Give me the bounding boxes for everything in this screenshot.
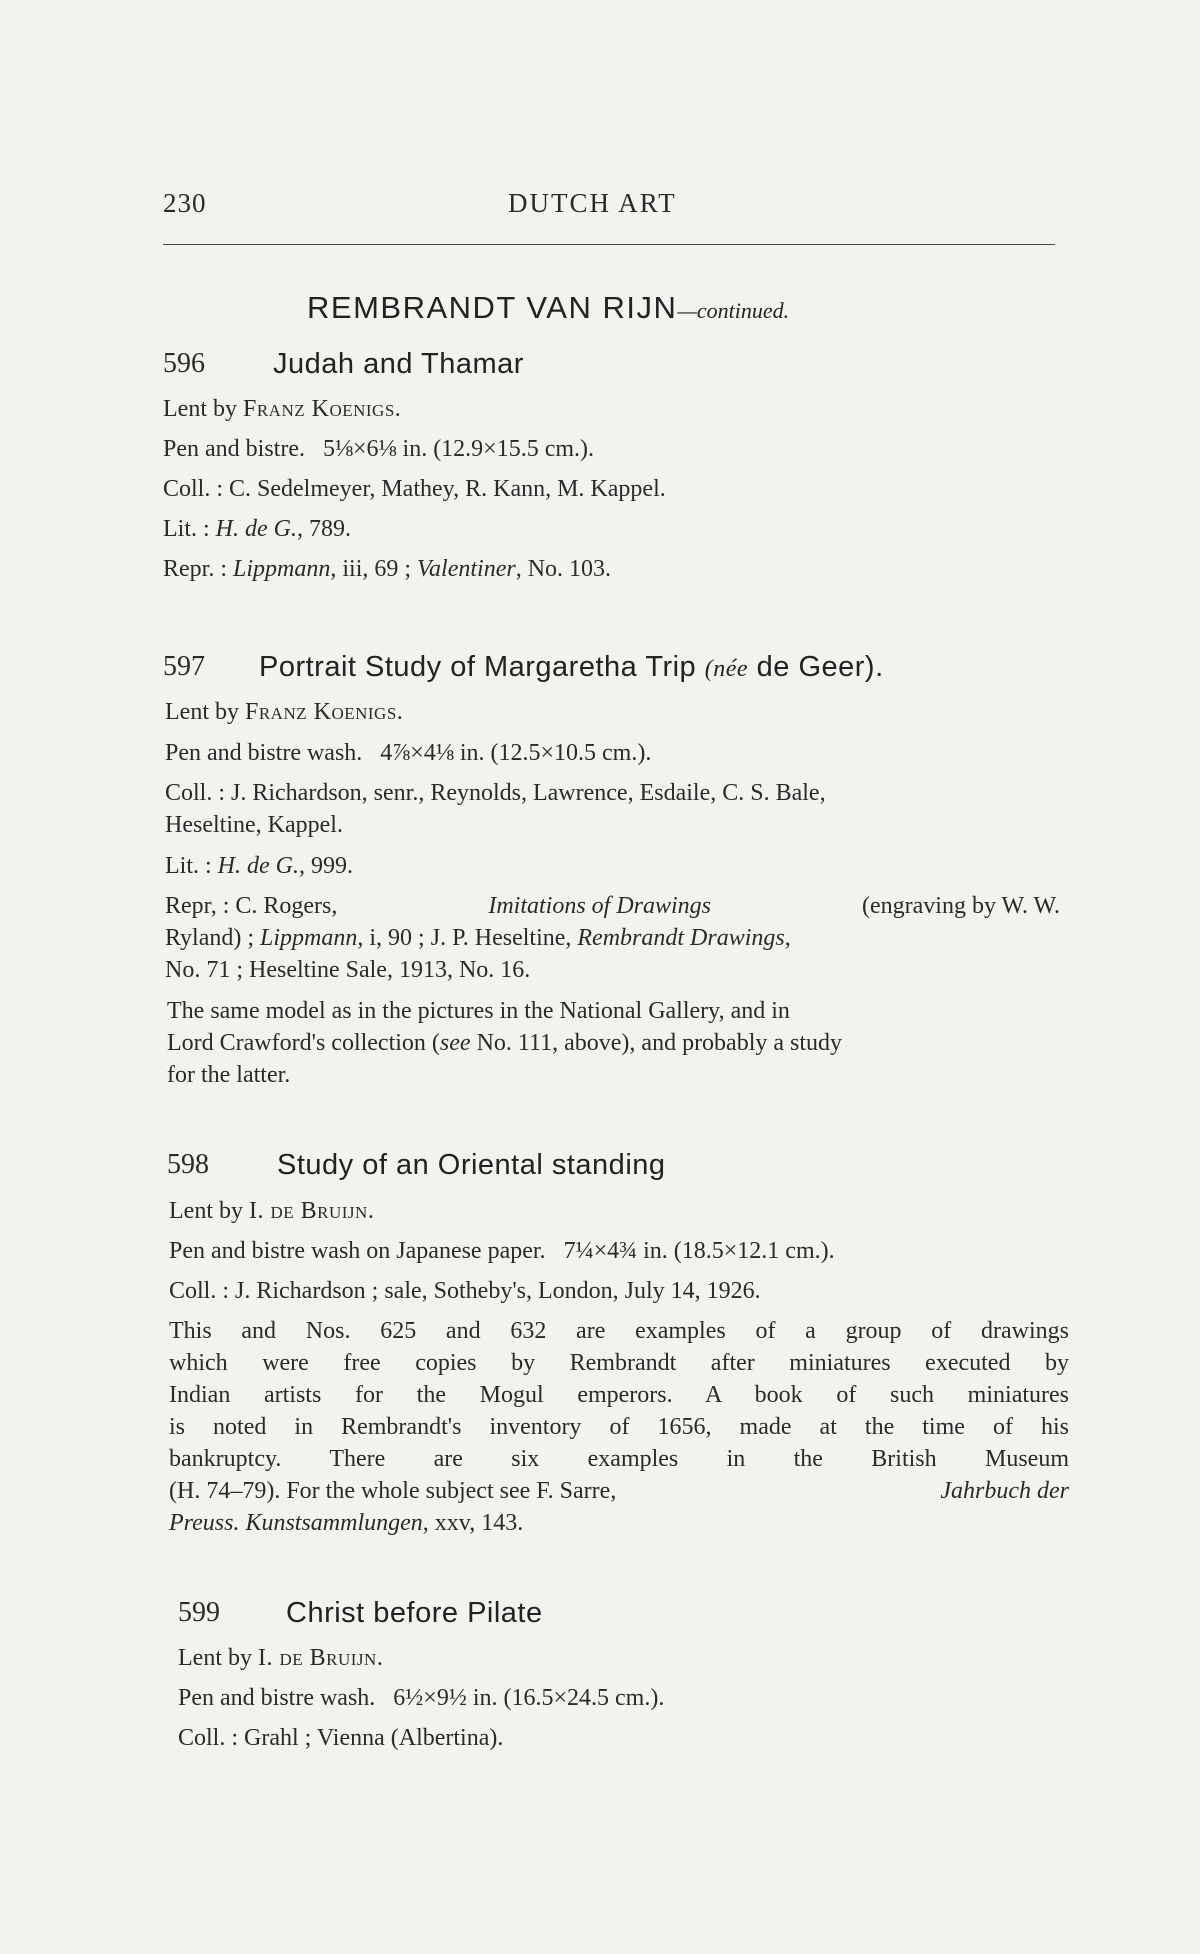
note-paragraph — [169, 1315, 1069, 1539]
reproduction-line: Repr. : Lippmann, iii, 69 ; Valentiner, No. 103. — [163, 556, 612, 582]
medium: Pen and bistre wash. — [165, 740, 363, 766]
dimensions: 4⅞×4⅛ in. (12.5×10.5 cm.). — [380, 740, 652, 766]
section-title — [307, 290, 1007, 326]
note-line: The same model as in the pictures in the National Gallery, and in — [167, 998, 790, 1024]
lender-line: Lent by I. de Bruijn. — [178, 1645, 384, 1671]
entry-number: 596 — [163, 348, 205, 379]
note-line: which were free copies by Rembrandt after miniatures executed by — [169, 1350, 1069, 1376]
header-rule — [163, 244, 1055, 245]
collection-line: Coll. : C. Sedelmeyer, Mathey, R. Kann, M. Kappel. — [163, 476, 666, 502]
dimensions: 7¼×4¾ in. (18.5×12.1 cm.). — [563, 1238, 835, 1264]
page-number: 230 — [163, 188, 207, 218]
collection-line: Coll. : J. Richardson, senr., Reynolds, Lawrence, Esdaile, C. S. Bale, — [165, 780, 826, 806]
entry-number: 598 — [167, 1149, 209, 1180]
medium: Pen and bistre wash on Japanese paper. — [169, 1238, 546, 1264]
lender-line: Lent by Franz Koenigs. — [165, 699, 404, 725]
running-title: DUTCH ART — [508, 188, 677, 218]
entry-number: 599 — [178, 1597, 220, 1628]
medium: Pen and bistre. — [163, 436, 305, 462]
note-line-3: for the latter. — [167, 1062, 291, 1088]
collection-line: Coll. : Grahl ; Vienna (Albertina). — [178, 1725, 504, 1751]
lender-name: Franz Koenigs. — [244, 699, 404, 725]
continued-note: —continued. — [677, 298, 790, 323]
collection-line: Coll. : J. Richardson ; sale, Sotheby's, London, July 14, 1926. — [169, 1278, 761, 1304]
literature-line: Lit. : H. de G., 789. — [163, 516, 351, 542]
entry-heading — [163, 651, 1063, 691]
lender-line: Lent by I. de Bruijn. — [169, 1198, 375, 1224]
collection-line-2: Heseltine, Kappel. — [165, 812, 343, 838]
entry-title: Christ before Pilate — [286, 1597, 543, 1629]
note-line-2: Lord Crawford's collection (see No. 111, above), and probably a study — [167, 1030, 843, 1056]
dimensions: 6½×9½ in. (16.5×24.5 cm.). — [393, 1685, 665, 1711]
entry-title: Judah and Thamar — [273, 348, 524, 380]
page-header — [163, 188, 1053, 224]
medium-line — [163, 433, 594, 465]
literature-line: Lit. : H. de G., 999. — [165, 853, 353, 879]
reproduction-line-2: Ryland) ; Lippmann, i, 90 ; J. P. Heseltine, Rembrandt Drawings, — [165, 925, 791, 951]
reproduction-line: Repr, : C. Rogers, Imitations of Drawings (engraving by W. W. — [165, 893, 1060, 919]
note-line: is noted in Rembrandt's inventory of 1656, made at the time of his — [169, 1414, 1069, 1440]
medium: Pen and bistre wash. — [178, 1685, 376, 1711]
lender-name: I. de Bruijn. — [248, 1198, 375, 1224]
dimensions: 5⅛×6⅛ in. (12.9×15.5 cm.). — [322, 436, 595, 462]
entry-number: 597 — [163, 651, 205, 682]
reproduction-line-3: No. 71 ; Heseltine Sale, 1913, No. 16. — [165, 957, 531, 983]
artist-name: REMBRANDT VAN RIJN — [307, 290, 678, 325]
medium-line — [169, 1235, 835, 1267]
note-line: bankruptcy. There are six examples in the British Museum — [169, 1446, 1069, 1472]
entry-heading — [178, 1597, 1078, 1637]
entry-title: Portrait Study of Margaretha Trip (née de Geer). — [259, 651, 884, 683]
medium-line — [178, 1682, 664, 1714]
lender-name: I. de Bruijn. — [257, 1645, 384, 1671]
entry-heading — [167, 1149, 1067, 1189]
medium-line — [165, 737, 651, 769]
note-line: (H. 74–79). For the whole subject see F. Sarre, Jahrbuch der — [169, 1478, 1069, 1504]
note-line: Indian artists for the Mogul emperors. A book of such miniatures — [169, 1382, 1069, 1408]
note-line: This and Nos. 625 and 632 are examples of a group of drawings — [169, 1318, 1069, 1344]
lender-line: Lent by Franz Koenigs. — [163, 396, 402, 422]
entry-heading — [163, 348, 1063, 388]
note-line: Preuss. Kunstsammlungen, xxv, 143. — [169, 1510, 524, 1536]
entry-title: Study of an Oriental standing — [277, 1149, 666, 1181]
lender-name: Franz Koenigs. — [242, 396, 402, 422]
